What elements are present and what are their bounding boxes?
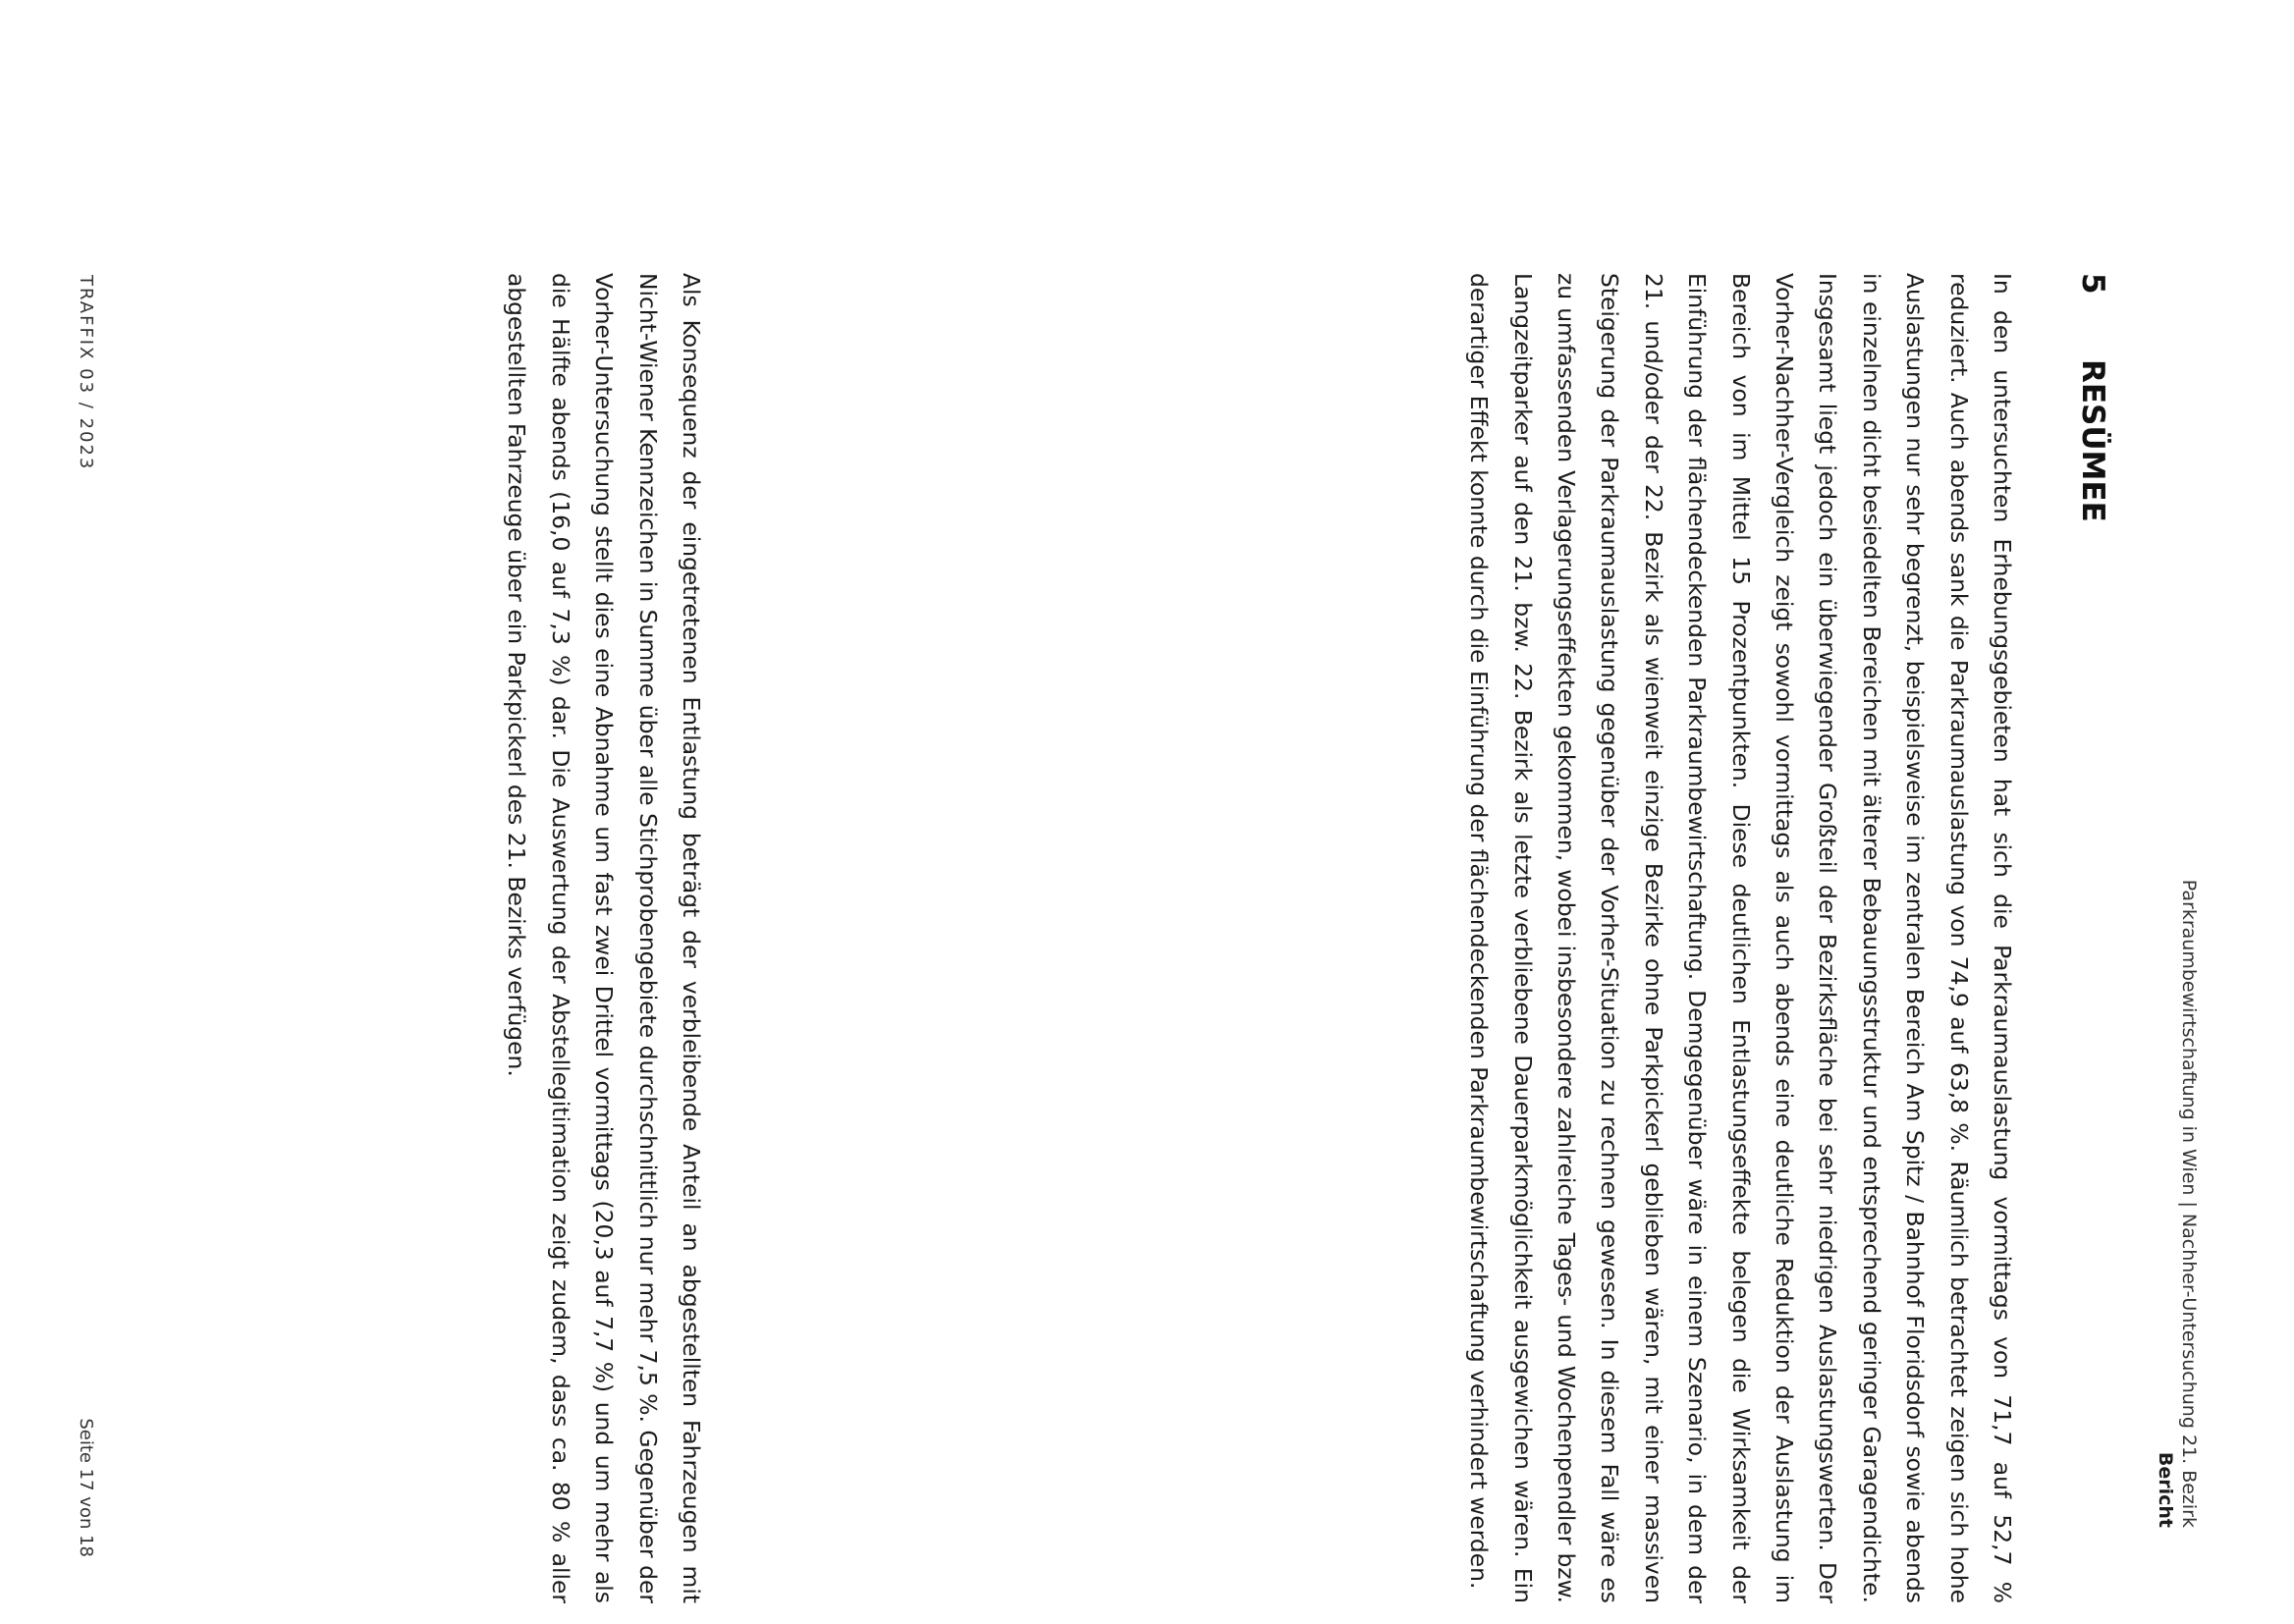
body-paragraph-1: In den untersuchten Erhebungsgebieten hat sich die Parkraumauslastung vormittags von 71,7 auf 52,7 % reduziert. Auch abends sank die Parkraumauslastung von 74,9 auf 63,8 %. Räumlich betrachtet zeigen sich hohe Auslastungen nur sehr begrenzt, beispielsweise im zentralen Bereich Am Spitz / Bahnhof Floridsdorf sowie abends in einzelnen dicht besiedelten Bereichen mit älterer Bebauungsstruktur und entsprechend geringer Garagendichte. Insgesamt liegt jedoch ein überwiegender Großteil der Bezirksfläche bei sehr niedrigen Auslastungswerten. Der Vorher-Nachher-Vergleich zeigt sowohl vormittags als auch abends eine deutliche Reduktion der Auslastung im Bereich von im Mittel 15 Prozentpunkten. Diese deutlichen Entlastungseffekte belegen die Wirksamkeit der Einführung der flächendeckenden Parkraumbewirtschaftung. Demgegenüber wäre in einem Szenario, in dem der 21. und/oder der 22. Bezirk als wienweit einzige Bezirke ohne Parkpickerl geblieben wären, mit einer massiven Steigerung der Parkraumauslastung gegenüber der Vorher-Situation zu rechnen gewesen. In diesem Fall wäre es zu umfassenden Verlagerungseffekten gekommen, wobei insbesondere zahlreiche Tages- und Wochenpendler bzw. Langzeitparker auf den 21. bzw. 22. Bezirk als letzte verbliebene Dauerparkmöglichkeit ausgewichen wären. Ein derartiger Effekt konnte durch die Einführung der flächendeckenden Parkraumbewirtschaftung verhindert werden.	[1465, 273, 2016, 1603]
body-paragraph-2: Als Konsequenz der eingetretenen Entlastung beträgt der verbleibende Anteil an abgestellten Fahrzeugen mit Nicht-Wiener Kennzeichen in Summe über alle Stichprobengebiete durchschnittlich nur mehr 7,5 %. Gegenüber der Vorher-Untersuchung stellt dies eine Abnahme um fast zwei Drittel vormittags (20,3 auf 7,7 %) und um mehr als die Hälfte abends (16,0 auf 7,3 %) dar. Die Auswertung der Abstellegitimation zeigt zudem, dass ca. 80 % aller abgestellten Fahrzeuge über ein Parkpickerl des 21. Bezirks verfügen.	[503, 273, 705, 1603]
section-title: RESÜMEE	[2075, 359, 2110, 522]
footer-page-number: Seite 17 von 18	[76, 1418, 96, 1557]
footer-publisher-date: TRAFFIX 03 / 2023	[76, 275, 96, 471]
running-header-subtitle: Bericht	[2155, 1451, 2176, 1528]
running-header-title: Parkraumbewirtschaftung in Wien | Nachher-Untersuchung 21. Bezirk	[2178, 879, 2200, 1528]
section-heading	[2071, 273, 2114, 522]
section-number: 5	[2075, 273, 2110, 295]
